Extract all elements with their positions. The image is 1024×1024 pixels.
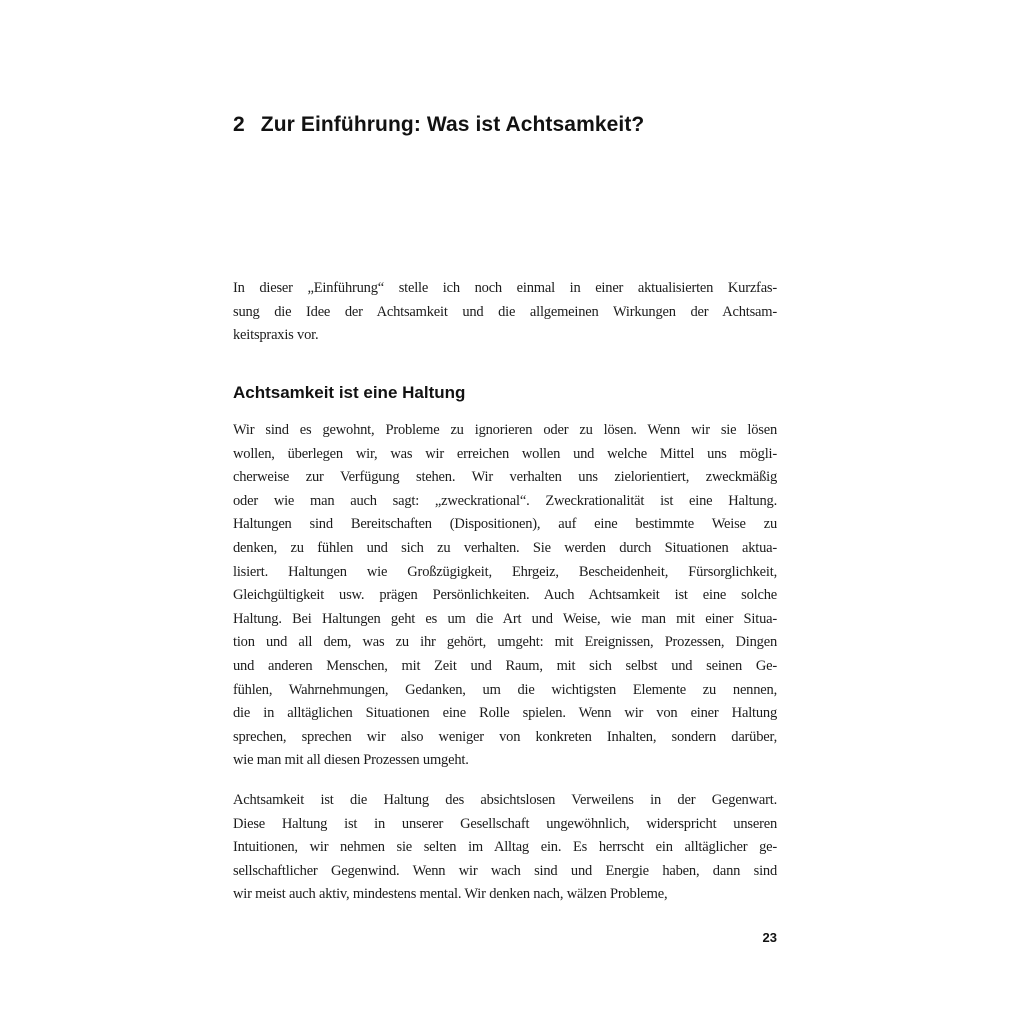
chapter-title: Zur Einführung: Was ist Achtsamkeit? <box>260 113 645 136</box>
body-line: sellschaftlicher Gegenwind. Wenn wir wach sind und Energie haben, dann sind <box>233 862 777 879</box>
body-line: wie man mit all diesen Prozessen umgeht. <box>233 752 469 769</box>
body-line: oder wie man auch sagt: „zweckrational“. Zweckrationalität ist eine Haltung. <box>233 492 777 509</box>
chapter-number: 2 <box>233 113 245 136</box>
body-line: lisiert. Haltungen wie Großzügigkeit, Ehrgeiz, Bescheidenheit, Fürsorglichkeit, <box>233 563 777 580</box>
body-line: und anderen Menschen, mit Zeit und Raum, mit sich selbst und seinen Ge- <box>233 657 777 674</box>
body-line: Haltung. Bei Haltungen geht es um die Art und Weise, wie man mit einer Situa- <box>233 610 777 627</box>
body-line: die in alltäglichen Situationen eine Rolle spielen. Wenn wir von einer Haltung <box>233 705 777 722</box>
section-heading: Achtsamkeit ist eine Haltung <box>233 383 466 402</box>
body-line: Wir sind es gewohnt, Probleme zu ignorieren oder zu lösen. Wenn wir sie lösen <box>233 422 777 438</box>
body-line: sprechen, sprechen wir also weniger von konkreten Inhalten, sondern darüber, <box>233 728 777 745</box>
body-line: Gleichgültigkeit usw. prägen Persönlichkeiten. Auch Achtsamkeit ist eine solche <box>233 587 777 604</box>
body-line: keitspraxis vor. <box>233 327 319 344</box>
paragraph <box>233 419 777 773</box>
body-line: fühlen, Wahrnehmungen, Gedanken, um die wichtigsten Elemente zu nennen, <box>233 681 777 698</box>
intro-paragraph <box>233 277 777 348</box>
chapter-heading <box>233 113 777 137</box>
body-line: tion und all dem, was zu ihr gehört, umgeht: mit Ereignissen, Prozessen, Dingen <box>233 634 777 651</box>
body-line: Haltungen sind Bereitschaften (Dispositionen), auf eine bestimmte Weise zu <box>233 516 777 533</box>
body-line: In dieser „Einführung“ stelle ich noch einmal in einer aktualisierten Kurzfas- <box>233 280 777 296</box>
body-line: Diese Haltung ist in unserer Gesellschaft ungewöhnlich, widerspricht unseren <box>233 815 777 832</box>
body-line: Intuitionen, wir nehmen sie selten im Alltag ein. Es herrscht ein alltäglicher ge- <box>233 839 777 856</box>
body-line: Achtsamkeit ist die Haltung des absichtslosen Verweilens in der Gegenwart. <box>233 792 777 808</box>
body-line: wir meist auch aktiv, mindestens mental. Wir denken nach, wälzen Probleme, <box>233 886 668 903</box>
body-line: cherweise zur Verfügung stehen. Wir verhalten uns zielorientiert, zweckmäßig <box>233 469 777 486</box>
body-line: sung die Idee der Achtsamkeit und die allgemeinen Wirkungen der Achtsam- <box>233 303 777 320</box>
body-line: denken, zu fühlen und sich zu verhalten. Sie werden durch Situationen aktua- <box>233 539 777 556</box>
paragraph <box>233 789 777 907</box>
page-number: 23 <box>762 930 777 945</box>
body-line: wollen, überlegen wir, was wir erreichen wollen und welche Mittel uns mögli- <box>233 445 777 462</box>
